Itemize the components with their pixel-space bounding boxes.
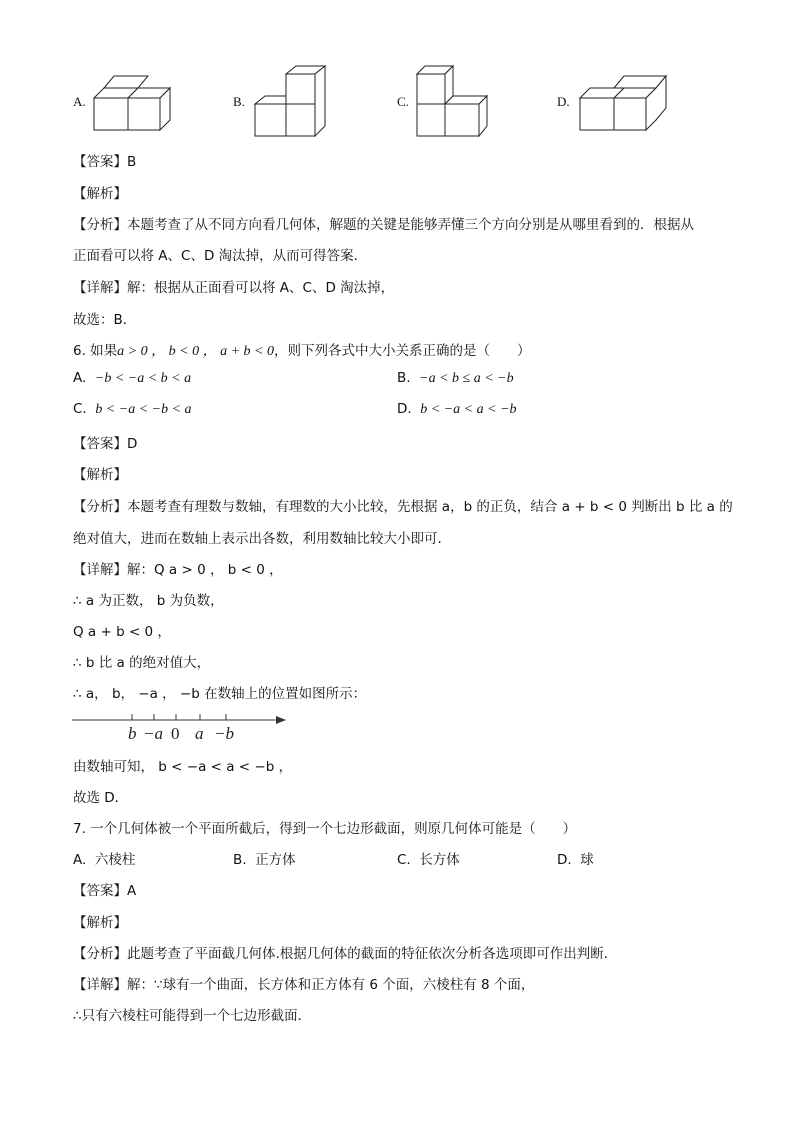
q7-option-b: B. 正方体: [233, 852, 296, 868]
q5-detail: 【详解】解：根据从正面看可以将 A、C、D 淘汰掉，: [73, 280, 395, 296]
q7-option-a: A. 六棱柱: [73, 852, 136, 868]
axis-label-neg-b: −b: [214, 724, 234, 743]
axis-label-b: b: [128, 724, 137, 743]
cube-figure-b: [253, 64, 329, 138]
q6-analysis-line2: 绝对值大，进而在数轴上表示出各数，利用数轴比较大小即可．: [73, 531, 451, 547]
option-a-label: A.: [73, 94, 86, 109]
cube-figure-d: [578, 72, 670, 132]
q6-analysis-line1: 【分析】本题考查有理数与数轴，有理数的大小比较，先根据 a，b 的正负，结合 a + b < 0 判断出 b 比 a 的: [73, 499, 733, 515]
q6-stem-suffix: ，则下列各式中大小关系正确的是（ ）: [273, 343, 531, 359]
option-b-label: B.: [233, 94, 245, 109]
q5-answer: 【答案】B: [73, 154, 137, 170]
q6-detail-line2: ∴ a 为正数， b 为负数，: [73, 593, 224, 609]
q5-jiexi: 【解析】: [73, 186, 127, 202]
axis-label-neg-a: −a: [143, 724, 163, 743]
q7-option-d: D. 球: [557, 852, 594, 868]
q6-conclusion: 故选 D．: [73, 790, 129, 806]
option-c-label: C.: [397, 94, 409, 109]
cube-figure-c: [415, 64, 491, 138]
q5-analysis-line2: 正面看可以将 A、C、D 淘汰掉，从而可得答案．: [73, 248, 368, 264]
q7-jiexi: 【解析】: [73, 915, 127, 931]
number-line: [70, 708, 290, 744]
q6-answer: 【答案】D: [73, 436, 138, 452]
q7-stem: 7. 一个几何体被一个平面所截后，得到一个七边形截面，则原几何体可能是（ ）: [73, 821, 577, 837]
q6-option-d: D. b < −a < a < −b: [397, 401, 517, 417]
q6-option-b: B. −a < b ≤ a < −b: [397, 370, 514, 386]
q7-conclusion: ∴只有六棱柱可能得到一个七边形截面．: [73, 1008, 312, 1024]
cube-figure-a: [92, 72, 174, 132]
axis-label-zero: 0: [171, 724, 180, 743]
q7-answer: 【答案】A: [73, 883, 137, 899]
q6-option-a: A. −b < −a < b < a: [73, 370, 192, 386]
q5-conclusion: 故选：B．: [73, 312, 137, 328]
option-d-label: D.: [557, 94, 570, 109]
q6-detail-line1: 【详解】解：Q a > 0 ， b < 0 ，: [73, 562, 283, 578]
q6-detail-line5: ∴ a， b， −a ， −b 在数轴上的位置如图所示：: [73, 686, 367, 702]
q6-detail-line3: Q a + b < 0 ，: [73, 624, 171, 640]
q5-analysis-line1: 【分析】本题考查了从不同方向看几何体，解题的关键是能够弄懂三个方向分别是从哪里看到的．根据从: [73, 217, 694, 233]
q6-stem-math: a > 0 ， b < 0 ， a + b < 0: [117, 344, 274, 359]
q7-analysis: 【分析】此题考查了平面截几何体.根据几何体的截面的特征依次分析各选项即可作出判断．: [73, 946, 618, 962]
q6-stem-prefix: 6. 如果: [73, 343, 118, 359]
q6-jiexi: 【解析】: [73, 467, 127, 483]
q6-stem: [73, 339, 530, 360]
q6-detail-line6: 由数轴可知， b < −a < a < −b ，: [73, 759, 293, 775]
q7-detail: 【详解】解：∵球有一个曲面，长方体和正方体有 6 个面，六棱柱有 8 个面，: [73, 977, 535, 993]
q6-detail-line4: ∴ b 比 a 的绝对值大，: [73, 655, 211, 671]
q7-option-c: C. 长方体: [397, 852, 460, 868]
axis-label-a: a: [195, 724, 204, 743]
q6-option-c: C. b < −a < −b < a: [73, 401, 192, 417]
